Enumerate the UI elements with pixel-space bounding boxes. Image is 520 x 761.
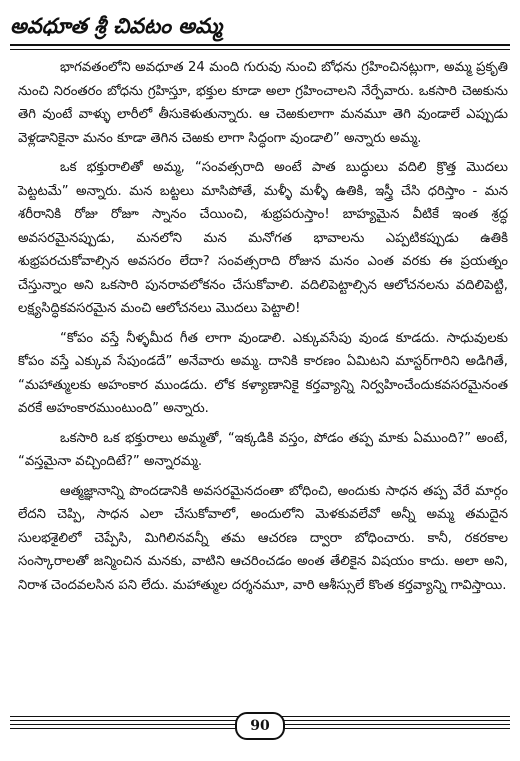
book-title: అవధూత శ్రీ చివటం అమ్మ — [10, 13, 223, 38]
header-rule — [10, 44, 510, 50]
paragraph: “కోపం వస్తే నీళ్ళమీద గీత లాగా వుండాలి. ఎక్కువసేపు వుండ కూడదు. సాధువులకు కోపం వస్తే ఎక్కువ సేపుండదే” అనేవారు అమ్మ. దానికి కారణం ఏమిటని మాస్టర్‌గారిని అడిగితే, “మహాత్ములకు అహంకార ముండదు. లోక కళ్యాణానికై కర్తవ్యాన్ని నిర్వహించేందుకవసరమైనంత వరకే అహంకారముంటుంది” అన్నారు. — [18, 330, 508, 416]
running-header — [10, 6, 510, 40]
paragraph: భాగవతంలోని అవధూత 24 మంది గురువు నుంచి బోధను గ్రహించినట్లుగా, అమ్మ ప్రకృతి నుంచి నిరంతరం బోధను గ్రహిస్తూ, భక్తుల కూడా అలా గ్రహించాలని నేర్పేవారు. ఒకసారి చెఱకును తెగి వుంటే వాళ్ళు లారీలో తీసుకెళుతున్నారు. ఆ చెఱకులాగా మనమూ తెగి వుండాలే ఎప్పుడు వెళ్లడానికైనా మనం కూడా తెగిన చెఱకు లాగా సిద్ధంగా వుండాలి” అన్నారు అమ్మ. — [18, 60, 508, 146]
page-footer — [10, 708, 510, 748]
paragraph: ఆత్మజ్ఞానాన్ని పొందడానికి అవసరమైనదంతా బోధించి, అందుకు సాధన తప్ప వేరే మార్గం లేదని చెప్పి, సాధన ఎలా చేసుకోవాలో, అందులోని మెళకువలేవో అన్నీ అమ్మ తమదైన సులభశైలిలో చెప్పేసి, మిగిలినవన్నీ తమ ఆచరణ ద్వారా బోధించారు. కానీ, రకరకాల సంస్కారాలతో జన్మించిన మనకు, వాటిని ఆచరించడం అంత తేలికైన విషయం కాదు. అలా అని, నిరాశ చెందవలసిన పని లేదు. మహాత్ముల దర్శనమూ, వారి ఆశీస్సులే కొంత కర్తవ్యాన్ని గావిస్తాయి. — [18, 483, 508, 593]
page-body — [18, 56, 508, 603]
paragraph: ఒక భక్తురాలితో అమ్మ, “సంవత్సరాది అంటే పాత బుద్ధులు వదిలి క్రొత్త మొదలు పెట్టటమే” అన్నారు. మన బట్టలు మాసిపోతే, మళ్ళీ మళ్ళీ ఉతికి, ఇస్త్రీ చేసి ధరిస్తాం - మన శరీరానికి రోజు రోజూ స్నానం చేయించి, శుభ్రపరుస్తాం! బాహ్యమైన వీటికే ఇంత శ్రద్ధ అవసరమైనప్పుడు, మనలోని మన మనోగత భావాలను ఎప్పటికప్పుడు ఉతికి శుభ్రపరచుకోవాల్సిన అవసరం లేదా? సంవత్సరాది రోజున మనం ఎంత వరకు ఈ ప్రయత్నం చేస్తున్నాం అని ఒకసారి పునరావలోకనం చేసుకోవాలి. వదిలిపెట్టాల్సిన ఆలోచనలను వదిలిపెట్టి, లక్ష్యసిద్ధికవసరమైన మంచి ఆలోచనలు మొదలు పెట్టాలి! — [18, 160, 508, 316]
paragraph: ఒకసారి ఒక భక్తురాలు అమ్మతో, “ఇక్కడికి వస్తం, పోడం తప్ప మాకు ఏముంది?” అంటే, “వస్తమైనా వచ్చిందిటే?” అన్నారమ్మ. — [18, 430, 508, 469]
page-number: 90 — [235, 712, 285, 740]
